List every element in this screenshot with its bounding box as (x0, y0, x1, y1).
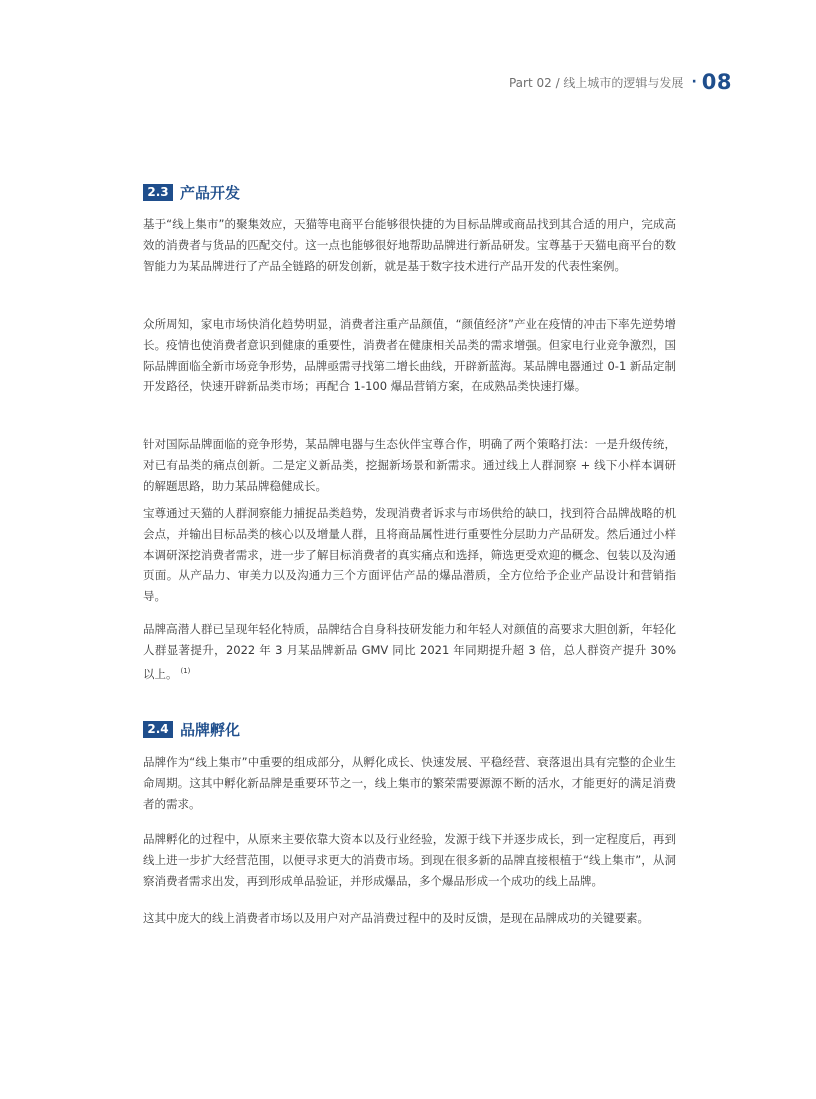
section-2-3-paragraph-2 (143, 314, 676, 419)
paragraph: 基于“线上集市”的聚集效应，天猫等电商平台能够很快捷的为目标品牌或商品找到其合适的用户，完成高效的消费者与货品的匹配交付。这一点也能够很好地帮助品牌进行新品研发。宝尊基于天猫电商平台的数智能力为某品牌进行了产品全链路的研发创新，就是基于数字技术进行产品开发的代表性案例。 (143, 217, 676, 273)
paragraph: 宝尊通过天猫的人群洞察能力捕捉品类趋势，发现消费者诉求与市场供给的缺口，找到符合品牌战略的机会点，并输出目标品类的核心以及增量人群，且将商品属性进行重要性分层助力产品研发。然后通过小样本调研深挖消费者需求，进一步了解目标消费者的真实痛点和选择，筛选更受欢迎的概念、包装以及沟通页面。从产品力、审美力以及沟通力三个方面评估产品的爆品潜质，全方位给予企业产品设计和营销指导。 (143, 506, 676, 604)
section-title: 产品开发 (180, 183, 241, 202)
paragraph-text: 品牌高潜人群已呈现年轻化特质，品牌结合自身科技研发能力和年轻人对颜值的高要求大胆创新，年轻化人群显著提升，2022 年 3 月某品牌新品 GMV 同比 2021 年同期提升超 3 倍，总人群资产提升 30% 以上。 (143, 622, 676, 681)
paragraph-with-footnote (143, 619, 676, 682)
section-2-4-paragraph-3 (143, 908, 676, 929)
section-2-4-paragraph-1 (143, 752, 676, 815)
section-2-3-paragraph-3 (143, 434, 676, 497)
header-part-text: Part 02 / 线上城市的逻辑与发展 (508, 75, 684, 90)
section-2-3-paragraph-1 (143, 214, 676, 298)
paragraph: 这其中庞大的线上消费者市场以及用户对产品消费过程中的及时反馈，是现在品牌成功的关键要素。 (143, 911, 649, 925)
paragraph: 针对国际品牌面临的竞争形势，某品牌电器与生态伙伴宝尊合作，明确了两个策略打法：一是升级传统，对已有品类的痛点创新。二是定义新品类，挖掘新场景和新需求。通过线上人群洞察 + 线下小样本调研的解题思路，助力某品牌稳健成长。 (143, 437, 676, 493)
section-2-4-heading (143, 718, 676, 740)
section-2-4-paragraph-2 (143, 829, 676, 892)
paragraph: 品牌作为“线上集市”中重要的组成部分，从孵化成长、快速发展、平稳经营、衰落退出具有完整的企业生命周期。这其中孵化新品牌是重要环节之一，线上集市的繁荣需要源源不断的活水，才能更好的满足消费者的需求。 (143, 755, 676, 811)
section-number-badge: 2.4 (143, 721, 173, 738)
section-2-3-paragraph-5 (143, 619, 676, 682)
paragraph: 品牌孵化的过程中，从原来主要依靠大资本以及行业经验，发源于线下并逐步成长，到一定程度后，再到线上进一步扩大经营范围，以便寻求更大的消费市场。到现在很多新的品牌直接根植于“线上集市”，从洞察消费者需求出发，再到形成单品验证，并形成爆品，多个爆品形成一个成功的线上品牌。 (143, 832, 676, 888)
paragraph: 众所周知，家电市场快消化趋势明显，消费者注重产品颜值，“颜值经济”产业在疫情的冲击下率先逆势增长。疫情也使消费者意识到健康的重要性，消费者在健康相关品类的需求增强。但家电行业竞争激烈，国际品牌面临全新市场竞争形势，品牌亟需寻找第二增长曲线，开辟新蓝海。某品牌电器通过 0-1 新品定制开发路径，快速开辟新品类市场；再配合 1-100 爆品营销方案，在成熟品类快速打爆。 (143, 317, 676, 394)
running-header (509, 70, 732, 94)
footnote-marker: (1) (180, 666, 191, 675)
page-number: 08 (701, 70, 732, 94)
section-2-3-heading (143, 181, 676, 203)
section-2-3-paragraph-4 (143, 503, 676, 608)
section-number-badge: 2.3 (143, 184, 173, 201)
section-title: 品牌孵化 (180, 720, 241, 739)
header-separator: · (691, 74, 697, 90)
